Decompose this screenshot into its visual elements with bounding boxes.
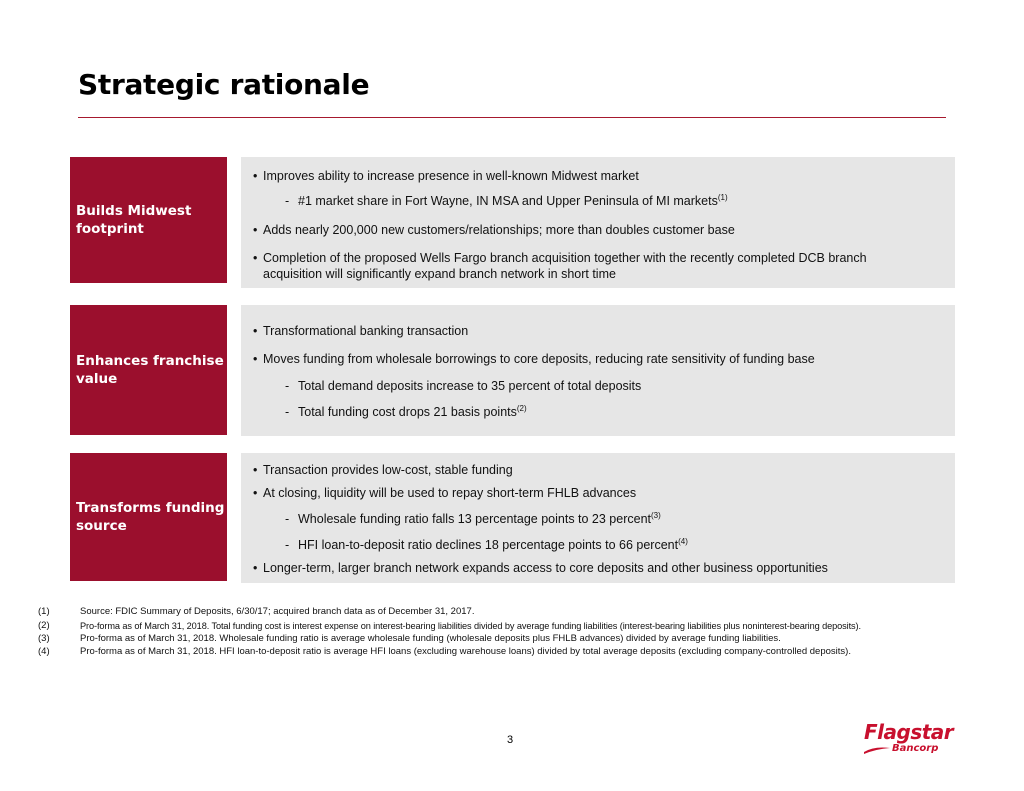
list-item: - Total funding cost drops 21 basis points$^{(2)}$ xyxy=(285,404,527,419)
section-label-franchise: Enhances franchise value xyxy=(70,305,227,435)
list-item: • Transformational banking transaction xyxy=(253,324,469,338)
title-divider xyxy=(78,117,946,118)
logo-swoosh-icon xyxy=(864,746,890,754)
list-item: • Longer-term, larger branch network expands access to core deposits and other business opportunities xyxy=(253,561,828,575)
list-item: - #1 market share in Fort Wayne, IN MSA and Upper Peninsula of MI markets$^{(1)}$ xyxy=(285,193,728,208)
list-item: - Wholesale funding ratio falls 13 percentage points to 23 percent$^{(3)}$ xyxy=(285,511,661,526)
flagstar-logo: Flagstar Bancorp xyxy=(864,720,954,754)
list-item: - Total demand deposits increase to 35 percent of total deposits xyxy=(285,379,642,393)
list-item: - HFI loan-to-deposit ratio declines 18 percentage points to 66 percent$^{(4)}$ xyxy=(285,537,688,552)
page-number: 3 xyxy=(507,734,514,746)
list-item: • Adds nearly 200,000 new customers/relationships; more than doubles customer base xyxy=(253,223,735,237)
list-item: • At closing, liquidity will be used to repay short-term FHLB advances xyxy=(253,486,637,500)
list-item: • Improves ability to increase presence in well-known Midwest market xyxy=(253,169,639,183)
list-item: • Transaction provides low-cost, stable funding xyxy=(253,463,513,477)
section-label-funding: Transforms funding source xyxy=(70,453,227,581)
list-item: • Moves funding from wholesale borrowings to core deposits, reducing rate sensitivity of funding base xyxy=(253,352,815,366)
list-item: • Completion of the proposed Wells Fargo branch acquisition together with the recently completed DCB branch acquisition will significantly expand branch network in short time xyxy=(253,251,867,281)
page-title: Strategic rationale xyxy=(78,68,370,101)
section-label-midwest: Builds Midwest footprint xyxy=(70,157,227,283)
